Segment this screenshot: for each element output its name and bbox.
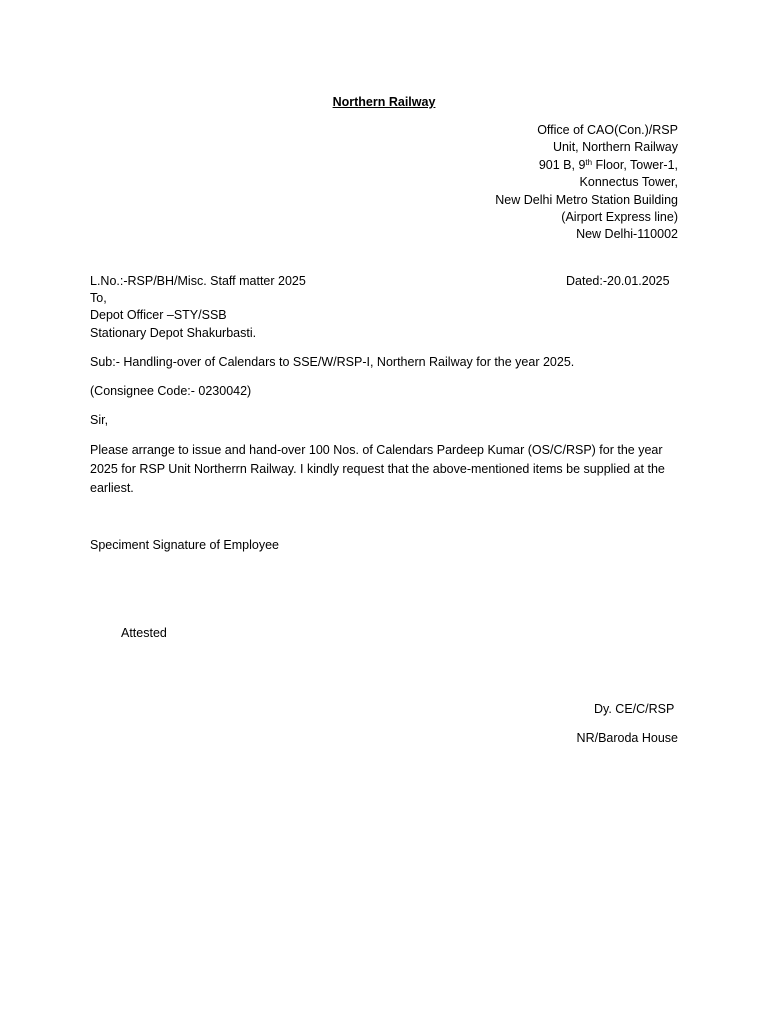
address-line-3-sup: th (585, 157, 593, 167)
address-line-3 (495, 157, 678, 174)
attested-label: Attested (121, 626, 167, 640)
address-line-3-post: Floor, Tower-1, (592, 157, 678, 172)
salutation: Sir, (90, 413, 109, 427)
specimen-signature-label: Speciment Signature of Employee (90, 538, 279, 552)
letter-date: Dated:-20.01.2025 (566, 274, 670, 288)
address-line-2: Unit, Northern Railway (552, 140, 678, 155)
recipient-line-1: Depot Officer –STY/SSB (90, 308, 227, 322)
signatory-designation: Dy. CE/C/RSP (594, 702, 675, 716)
address-line-3-pre: 901 B, 9 (538, 157, 586, 172)
address-line-5: New Delhi Metro Station Building (495, 192, 678, 207)
page-title: Northern Railway (332, 95, 436, 109)
consignee-code: (Consignee Code:- 0230042) (90, 384, 252, 398)
sender-address (495, 122, 678, 244)
address-line-6: (Airport Express line) (561, 210, 678, 225)
letter-body: Please arrange to issue and hand-over 100 Nos. of Calendars Pardeep Kumar (OS/C/RSP) for the year 2025 for RSP Unit Northerrn Railway. I kindly request that the above-mentioned items be supplied at the earliest. (90, 443, 665, 495)
signatory-office: NR/Baroda House (576, 731, 678, 745)
address-line-4: Konnectus Tower, (579, 175, 678, 190)
address-line-1: Office of CAO(Con.)/RSP (537, 123, 678, 137)
reference-number: L.No.:-RSP/BH/Misc. Staff matter 2025 (90, 274, 306, 288)
to-label: To, (90, 291, 107, 305)
subject-line: Sub:- Handling-over of Calendars to SSE/W/RSP-I, Northern Railway for the year 2025. (90, 355, 575, 369)
address-line-7: New Delhi-110002 (576, 227, 678, 242)
recipient-line-2: Stationary Depot Shakurbasti. (90, 326, 257, 340)
